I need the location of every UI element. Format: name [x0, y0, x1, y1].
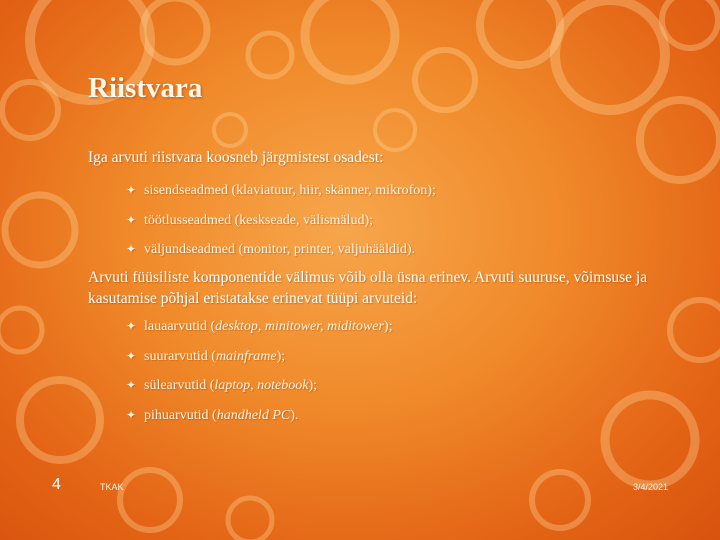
- bird-bullet-icon: ✦: [126, 348, 137, 363]
- list-item: ✦ väljundseadmed (monitor, printer, valjuhääldid).: [126, 242, 416, 257]
- bird-bullet-icon: ✦: [126, 183, 137, 197]
- bird-bullet-icon: ✦: [126, 378, 137, 392]
- bird-bullet-icon: ✦: [126, 242, 137, 256]
- component-list: [126, 181, 436, 270]
- list-item: ✦ sülearvutid (laptop, notebook);: [126, 378, 318, 393]
- intro-paragraph: Iga arvuti riistvara koosneb järgmistest osadest:: [88, 149, 384, 166]
- bird-bullet-icon: ✦: [126, 319, 137, 333]
- list-item: ✦ lauaarvutid (desktop, minitower, miditower);: [126, 319, 393, 334]
- list-item: ✦ töötlusseadmed (keskseade, välismälud);: [126, 212, 373, 228]
- footer-label: TKAK: [100, 482, 124, 492]
- bird-bullet-icon: ✦: [126, 212, 137, 227]
- computer-types-list: [126, 317, 392, 435]
- list-item: ✦ pihuarvutid (handheld PC).: [126, 407, 299, 423]
- list-item: ✦ sisendseadmed (klaviatuur, hiir, skänner, mikrofon);: [126, 183, 436, 198]
- page-number: 4: [52, 476, 61, 493]
- bird-bullet-icon: ✦: [126, 407, 137, 422]
- list-item: ✦ suurarvutid (mainframe);: [126, 348, 286, 364]
- slide-title: Riistvara: [88, 72, 203, 104]
- footer-date: 3/4/2021: [632, 482, 668, 492]
- types-paragraph: Arvuti füüsiliste komponentide välimus võib olla üsna erinev. Arvuti suuruse, võimsuse ja kasutamise põhjal eristatakse erinevat tüüpi arvuteid:: [88, 269, 648, 307]
